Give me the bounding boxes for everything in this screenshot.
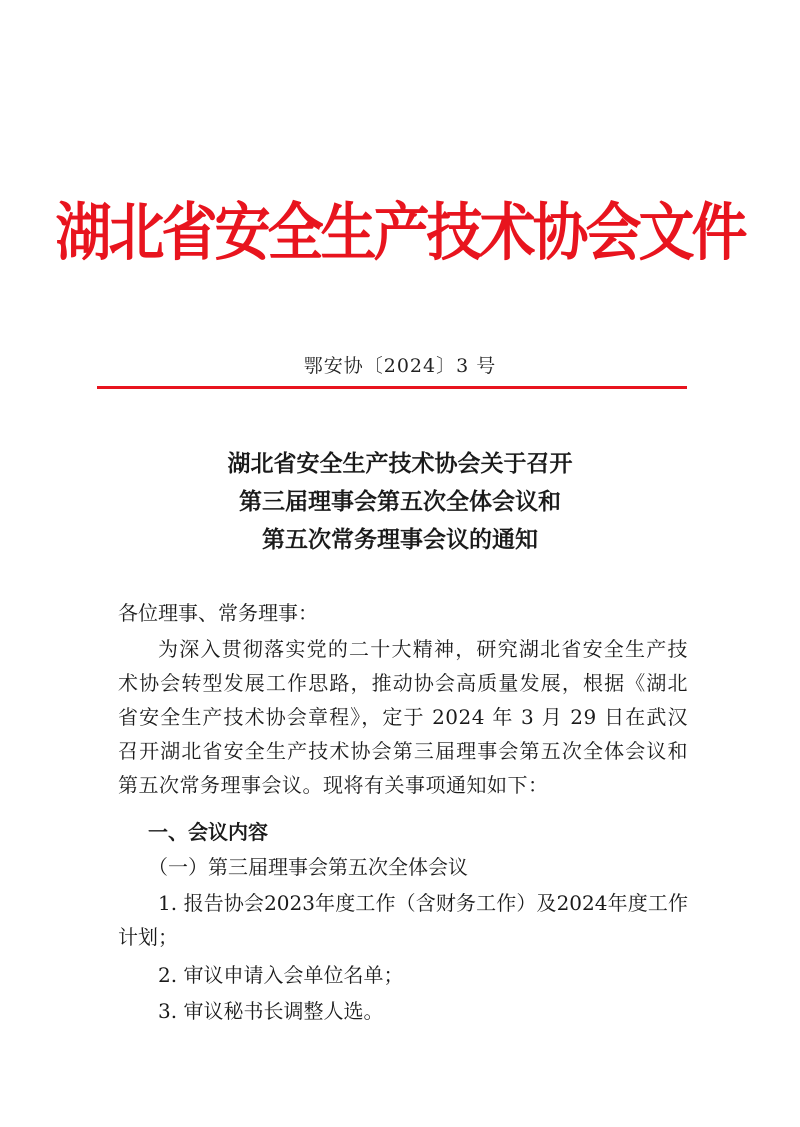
salutation: 各位理事、常务理事： <box>118 601 318 625</box>
document-header-title: 湖北省安全生产技术协会文件 <box>55 195 745 270</box>
notice-title <box>0 445 800 559</box>
red-divider-rule <box>97 386 687 389</box>
intro-paragraph: 为深入贯彻落实党的二十大精神，研究湖北省安全生产技术协会转型发展工作思路，推动协会高质量发展，根据《湖北省安全生产技术协会章程》，定于 2024 年 3 月 29 日在武汉召开湖北省安全生产技术协会第三届理事会第五次全体会议和第五次常务理事会议。现将有关事项通知如下： <box>118 637 688 797</box>
section-heading-meeting-content: 一、会议内容 <box>148 820 268 844</box>
subsection-heading-plenary: （一）第三届理事会第五次全体会议 <box>148 855 468 879</box>
agenda-item-3: 3. 审议秘书长调整人选。 <box>158 999 384 1023</box>
notice-title-line-2: 第三届理事会第五次全体会议和 <box>239 489 561 515</box>
document-number: 鄂安协〔2024〕3 号 <box>303 355 497 377</box>
notice-title-line-1: 湖北省安全生产技术协会关于召开 <box>227 451 573 477</box>
agenda-item-2: 2. 审议申请入会单位名单； <box>158 963 404 987</box>
agenda-item-1: 1. 报告协会2023年度工作（含财务工作）及2024年度工作计划； <box>118 891 688 949</box>
notice-title-line-3: 第五次常务理事会议的通知 <box>262 527 538 553</box>
